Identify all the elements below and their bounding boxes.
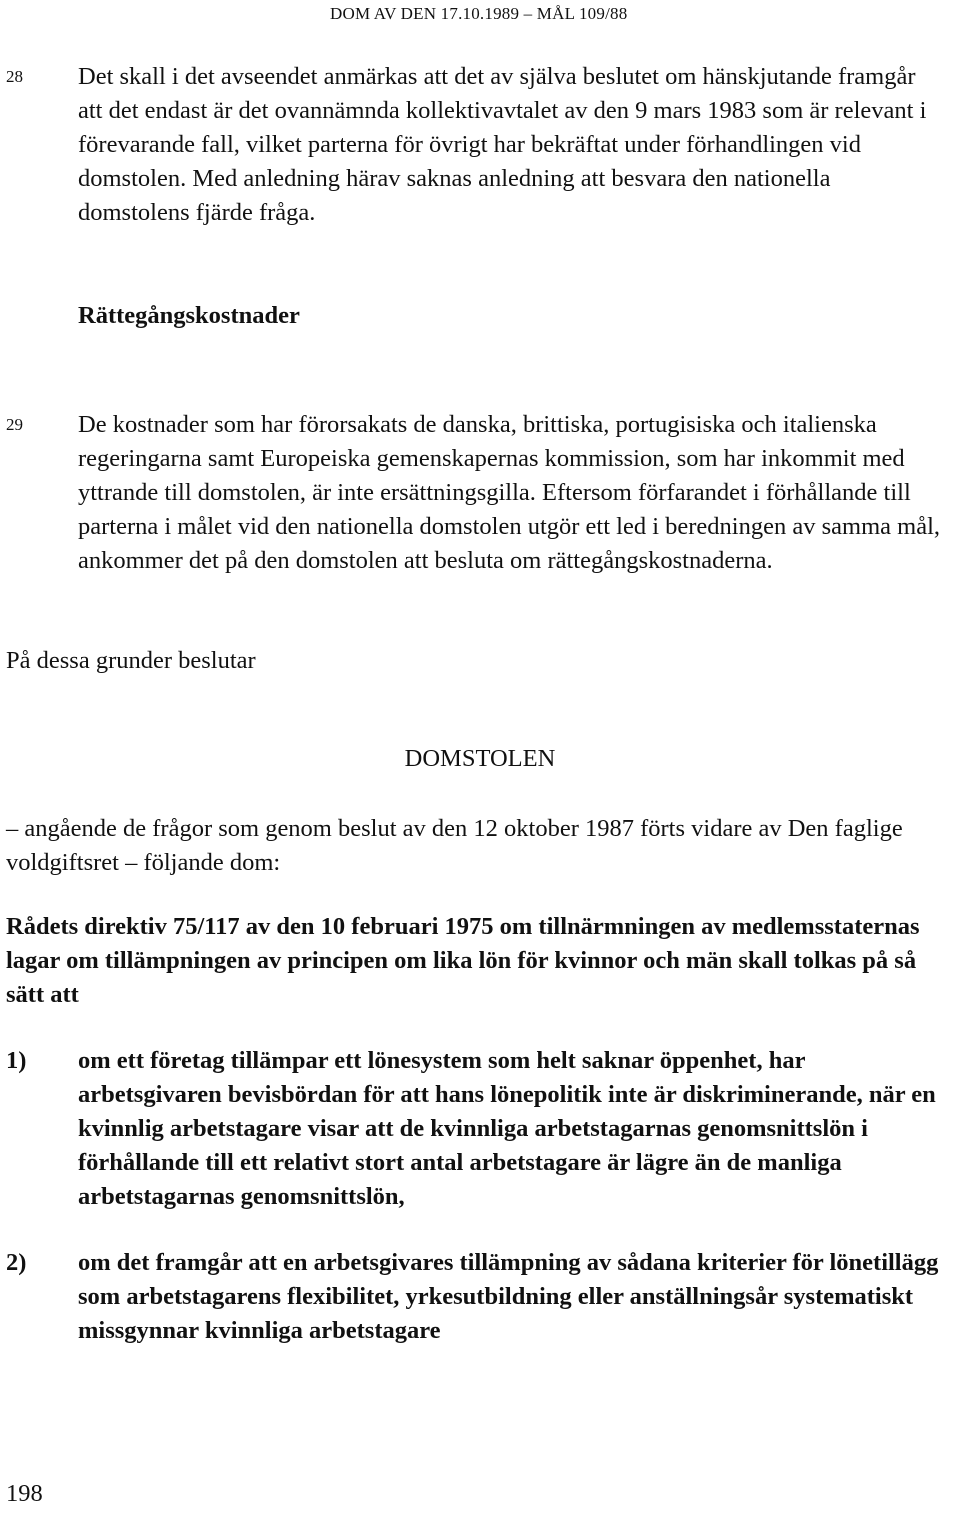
running-head: DOM AV DEN 17.10.1989 – MÅL 109/88 [330,4,628,23]
ruling-item-2-text: om det framgår att en arbetsgivares tillämpning av sådana kriterier för lönetillägg som arbetstagarens flexibilitet, yrkesutbildning eller anställningsår systematiskt missgynnar kvinnliga arbetstagare [78,1249,939,1344]
paragraph-number-28: 28 [6,67,23,86]
grounds-line: På dessa grunder beslutar [6,647,256,674]
page-number: 198 [6,1480,43,1507]
court-title: DOMSTOLEN [404,745,556,772]
section-heading: Rättegångskostnader [78,302,300,329]
intro-line: – angående de frågor som genom beslut av den 12 oktober 1987 förts vidare av Den faglige voldgiftsret – följande dom: [6,815,903,876]
paragraph-number-29: 29 [6,415,23,434]
paragraph-29-text: De kostnader som har förorsakats de danska, brittiska, portugisiska och italienska regeringarna samt Europeiska gemenskapernas kommission, som har inkommit med yttrande till domstolen, är inte ersättningsgilla. Eftersom förfarandet i förhållande till parterna i målet vid den nationella domstolen utgör ett led i beredningen av samma mål, ankommer det på den domstolen att besluta om rättegångskostnaderna. [78,411,940,574]
ruling-item-2-label: 2) [6,1249,27,1276]
ruling-item-1-label: 1) [6,1047,27,1074]
ruling-item-1-text: om ett företag tillämpar ett lönesystem som helt saknar öppenhet, har arbetsgivaren bevisbördan för att hans lönepolitik inte är diskriminerande, när en kvinnlig arbetstagare visar att de kvinnliga arbetstagarnas genomsnittslön i förhållande till ett relativt stort antal arbetstagare är lägre än de manliga arbetstagarnas genomsnittslön, [78,1047,936,1210]
ruling-main: Rådets direktiv 75/117 av den 10 februari 1975 om tillnärmningen av medlemsstaternas lagar om tillämpningen av principen om lika lön för kvinnor och män skall tolkas på så sätt att [6,913,920,1008]
paragraph-28-text: Det skall i det avseendet anmärkas att det av själva beslutet om hänskjutande framgår att det endast är det ovannämnda kollektivavtalet av den 9 mars 1983 som är relevant i förevarande fall, vilket parterna för övrigt har bekräftat under förhandlingen vid domstolen. Med anledning härav saknas anledning att besvara den nationella domstolens fjärde fråga. [78,63,927,226]
